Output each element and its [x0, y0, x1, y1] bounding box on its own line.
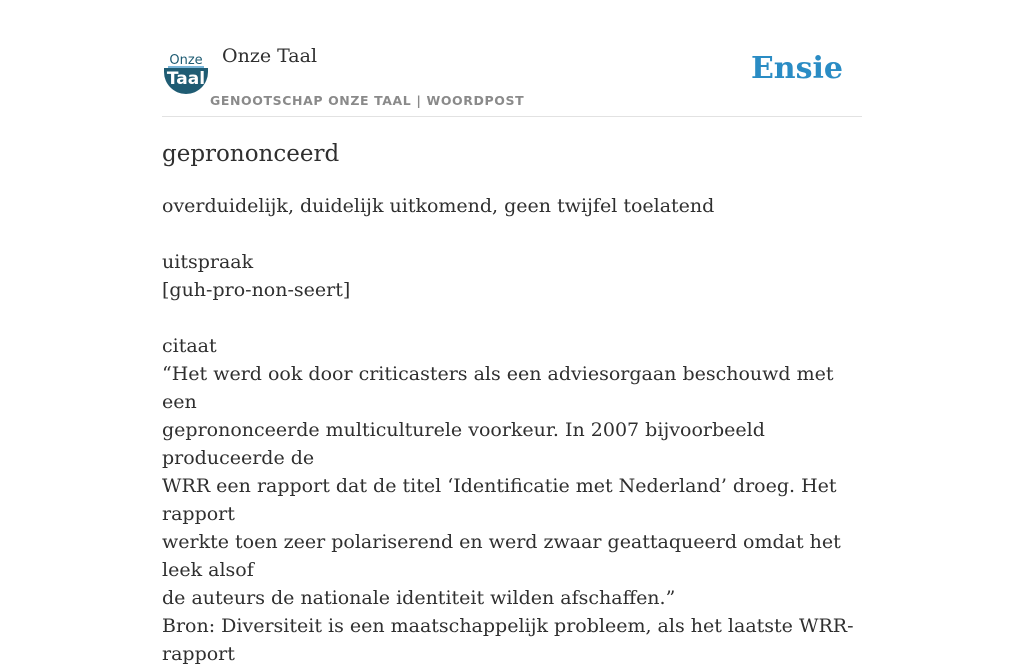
quote-line: werkte toen zeer polariserend en werd zwaar geattaqueerd omdat het leek alsof [162, 531, 841, 581]
quote-line: WRR een rapport dat de titel ‘Identificatie met Nederland’ droeg. Het rapport [162, 475, 837, 525]
site-name[interactable]: Onze Taal [222, 45, 318, 67]
entry-body [162, 192, 862, 668]
entry-definition: overduidelijk, duidelijk uitkomend, geen twijfel toelatend [162, 195, 715, 217]
pronunciation-text: [guh-pro-non-seert] [162, 279, 351, 301]
logo-top-text: Onze [169, 53, 203, 68]
quote-line: “Het werd ook door criticasters als een adviesorgaan beschouwd met een [162, 363, 834, 413]
entry-word: geprononceerd [162, 141, 340, 167]
quote-line: de auteurs de nationale identiteit wilden afschaffen.” [162, 587, 676, 609]
logo-bottom-text: Taal [166, 69, 206, 89]
quote-line: geprononceerde multiculturele voorkeur. In 2007 bijvoorbeeld produceerde de [162, 419, 765, 469]
quote-heading: citaat [162, 335, 217, 357]
header [162, 40, 862, 117]
onze-taal-logo[interactable] [162, 50, 210, 96]
quote-source: Bron: Diversiteit is een maatschappelijk probleem, als het laatste WRR-rapport [162, 615, 854, 665]
site-subtitle: GENOOTSCHAP ONZE TAAL | WOORDPOST [210, 93, 525, 108]
pronunciation-heading: uitspraak [162, 251, 254, 273]
entry-content [162, 138, 862, 668]
brand-logo[interactable]: Ensie [750, 51, 843, 86]
